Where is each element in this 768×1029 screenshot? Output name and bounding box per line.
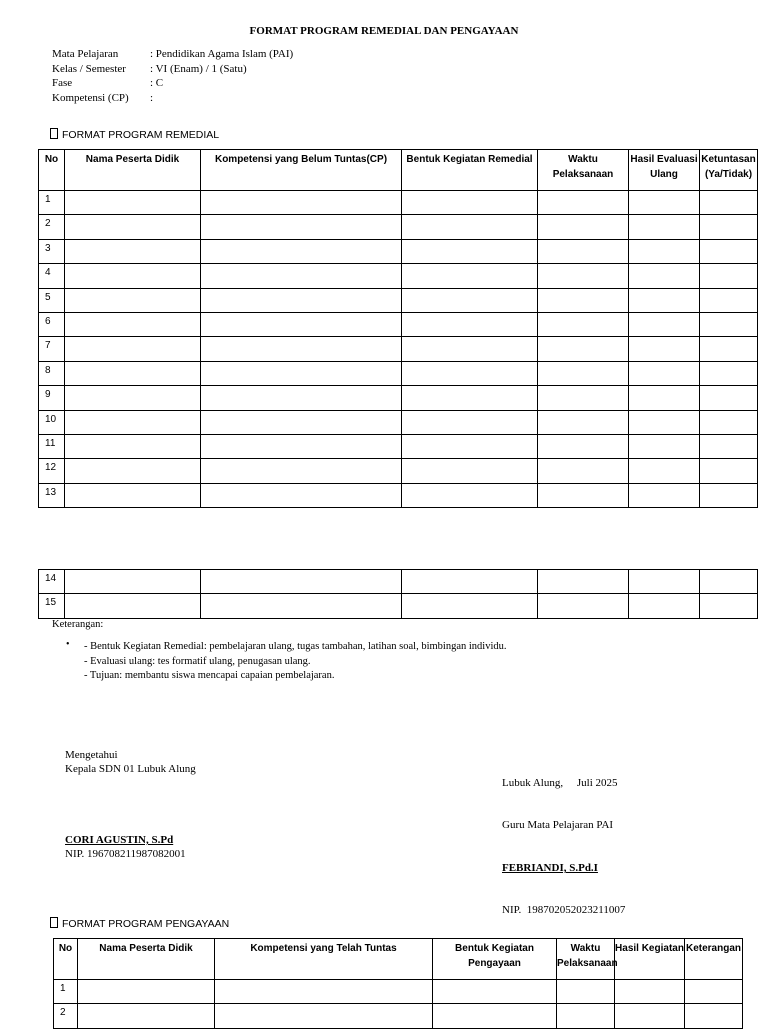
column-header: Kompetensi yang Belum Tuntas(CP) [201, 150, 402, 191]
table-cell[interactable] [700, 570, 758, 594]
table-cell[interactable] [629, 288, 700, 312]
row-number: 5 [39, 288, 65, 312]
table-cell[interactable] [402, 288, 538, 312]
table-cell[interactable] [685, 980, 743, 1004]
table-row [39, 594, 758, 618]
sig-left-name: CORI AGUSTIN, S.Pd [65, 834, 174, 846]
table-row [39, 191, 758, 215]
remedial-table-part2 [38, 569, 758, 619]
table-row [54, 1004, 743, 1028]
sig-right-name: FEBRIANDI, S.Pd.I [502, 862, 598, 874]
table-cell[interactable] [65, 215, 201, 239]
table-cell[interactable] [201, 483, 402, 507]
table-cell[interactable] [65, 483, 201, 507]
column-header: Bentuk Kegiatan Remedial [402, 150, 538, 191]
row-number: 4 [39, 264, 65, 288]
table-cell[interactable] [201, 386, 402, 410]
column-header: Kompetensi yang Telah Tuntas [215, 939, 433, 980]
table-row [39, 434, 758, 458]
remedial-heading [50, 128, 219, 141]
bullet-icon: • [66, 639, 70, 650]
table-cell[interactable] [700, 594, 758, 618]
table-cell[interactable] [433, 980, 557, 1004]
table-cell[interactable] [538, 191, 629, 215]
table-cell[interactable] [402, 361, 538, 385]
table-row [39, 215, 758, 239]
table-cell[interactable] [629, 337, 700, 361]
table-cell[interactable] [402, 215, 538, 239]
table-cell[interactable] [65, 312, 201, 336]
row-number: 15 [39, 594, 65, 618]
table-cell[interactable] [700, 337, 758, 361]
table-cell[interactable] [65, 337, 201, 361]
table-cell[interactable] [65, 570, 201, 594]
sig-right-line2: Guru Mata Pelajaran PAI [502, 819, 614, 831]
table-cell[interactable] [538, 215, 629, 239]
row-number: 2 [39, 215, 65, 239]
table-cell[interactable] [65, 288, 201, 312]
document-title: FORMAT PROGRAM REMEDIAL DAN PENGAYAAN [249, 25, 519, 37]
table-cell[interactable] [65, 361, 201, 385]
info-row [52, 91, 293, 106]
table-row [39, 361, 758, 385]
table-cell[interactable] [629, 459, 700, 483]
table-cell[interactable] [538, 239, 629, 263]
table-cell[interactable] [557, 980, 615, 1004]
info-row [52, 76, 293, 91]
row-number: 8 [39, 361, 65, 385]
table-cell[interactable] [402, 312, 538, 336]
table-cell[interactable] [700, 191, 758, 215]
table-row [39, 312, 758, 336]
table-cell[interactable] [629, 410, 700, 434]
info-label: Fase [52, 77, 73, 89]
table-cell[interactable] [700, 386, 758, 410]
pengayaan-heading [50, 917, 229, 930]
table-cell[interactable] [629, 434, 700, 458]
table-cell[interactable] [700, 312, 758, 336]
row-number: 14 [39, 570, 65, 594]
sig-right-nip: NIP. 198702052023211007 [502, 904, 626, 916]
table-cell[interactable] [65, 434, 201, 458]
table-cell[interactable] [65, 239, 201, 263]
table-row [39, 459, 758, 483]
table-cell[interactable] [65, 410, 201, 434]
pengayaan-heading-text: FORMAT PROGRAM PENGAYAAN [62, 918, 230, 930]
table-cell[interactable] [629, 312, 700, 336]
note-line: - Evaluasi ulang: tes formatif ulang, penugasan ulang. [84, 655, 311, 667]
table-row [39, 410, 758, 434]
table-cell[interactable] [629, 264, 700, 288]
table-cell[interactable] [201, 264, 402, 288]
table-cell[interactable] [78, 1004, 215, 1028]
remedial-table-part1 [38, 149, 758, 508]
table-cell[interactable] [538, 570, 629, 594]
row-number: 1 [54, 980, 78, 1004]
info-block [52, 47, 293, 105]
signature-right-name [502, 833, 625, 931]
row-number: 6 [39, 312, 65, 336]
table-cell[interactable] [65, 386, 201, 410]
column-header: Ketuntasan (Ya/Tidak) [700, 150, 758, 191]
row-number: 2 [54, 1004, 78, 1028]
info-label: Kelas / Semester [52, 62, 126, 75]
signature-left [65, 748, 196, 776]
column-header: Nama Peserta Didik [78, 939, 215, 980]
table-cell[interactable] [700, 483, 758, 507]
table-cell[interactable] [538, 288, 629, 312]
table-cell[interactable] [402, 594, 538, 618]
remedial-heading-text: FORMAT PROGRAM REMEDIAL [62, 129, 220, 141]
table-cell[interactable] [402, 434, 538, 458]
table-cell[interactable] [538, 483, 629, 507]
table-row [39, 264, 758, 288]
table-cell[interactable] [201, 288, 402, 312]
table-cell[interactable] [201, 337, 402, 361]
table-cell[interactable] [201, 215, 402, 239]
table-cell[interactable] [65, 264, 201, 288]
table-cell[interactable] [629, 594, 700, 618]
table-cell[interactable] [201, 410, 402, 434]
table-cell[interactable] [215, 980, 433, 1004]
table-row [39, 386, 758, 410]
table-cell[interactable] [700, 239, 758, 263]
sig-left-line1: Mengetahui [65, 749, 118, 761]
table-row [39, 239, 758, 263]
table-cell[interactable] [433, 1004, 557, 1028]
info-value: : VI (Enam) / 1 (Satu) [150, 62, 247, 75]
table-cell[interactable] [538, 434, 629, 458]
info-label: Kompetensi (CP) [52, 91, 129, 104]
table-cell[interactable] [201, 191, 402, 215]
row-number: 13 [39, 483, 65, 507]
signature-right [502, 748, 618, 846]
info-value: : [150, 91, 154, 104]
table-cell[interactable] [700, 215, 758, 239]
table-cell[interactable] [615, 1004, 685, 1028]
table-cell[interactable] [538, 386, 629, 410]
column-header: Nama Peserta Didik [65, 150, 201, 191]
table-cell[interactable] [201, 239, 402, 263]
table-cell[interactable] [538, 459, 629, 483]
column-header: Waktu Pelaksanaan [538, 150, 629, 191]
table-cell[interactable] [201, 434, 402, 458]
table-row [54, 980, 743, 1004]
table-cell[interactable] [557, 1004, 615, 1028]
table-cell[interactable] [402, 337, 538, 361]
table-cell[interactable] [201, 594, 402, 618]
table-cell[interactable] [700, 410, 758, 434]
table-cell[interactable] [201, 312, 402, 336]
table-cell[interactable] [201, 459, 402, 483]
table-cell[interactable] [538, 337, 629, 361]
info-value: : Pendidikan Agama Islam (PAI) [150, 48, 294, 60]
notes-label: Keterangan: [52, 619, 104, 630]
table-cell[interactable] [700, 288, 758, 312]
table-cell[interactable] [402, 191, 538, 215]
column-header: Bentuk Kegiatan Pengayaan [433, 939, 557, 980]
table-cell[interactable] [538, 410, 629, 434]
row-number: 10 [39, 410, 65, 434]
sig-right-line1: Lubuk Alung, Juli 2025 [502, 777, 618, 789]
table-cell[interactable] [201, 570, 402, 594]
row-number: 1 [39, 191, 65, 215]
table-cell[interactable] [402, 570, 538, 594]
table-row [39, 288, 758, 312]
table-cell[interactable] [629, 215, 700, 239]
checkbox-icon [50, 917, 58, 928]
row-number: 3 [39, 239, 65, 263]
table-cell[interactable] [615, 980, 685, 1004]
table-cell[interactable] [538, 312, 629, 336]
table-cell[interactable] [538, 361, 629, 385]
table-cell[interactable] [78, 980, 215, 1004]
table-cell[interactable] [65, 594, 201, 618]
table-cell[interactable] [629, 191, 700, 215]
table-cell[interactable] [700, 434, 758, 458]
table-cell[interactable] [629, 361, 700, 385]
column-header: No [54, 939, 78, 980]
column-header: Hasil Evaluasi Ulang [629, 150, 700, 191]
notes-list [66, 640, 716, 684]
pengayaan-table [53, 938, 743, 1029]
table-row [39, 483, 758, 507]
note-line: - Bentuk Kegiatan Remedial: pembelajaran ulang, tugas tambahan, latihan soal, bimbingan individu. [84, 641, 507, 652]
note-line: - Tujuan: membantu siswa mencapai capaian pembelajaran. [84, 670, 335, 681]
column-header: Keterangan [685, 939, 743, 980]
table-cell[interactable] [538, 594, 629, 618]
sig-left-line2: Kepala SDN 01 Lubuk Alung [65, 763, 196, 775]
table-cell[interactable] [629, 483, 700, 507]
table-cell[interactable] [629, 239, 700, 263]
table-cell[interactable] [700, 361, 758, 385]
table-cell[interactable] [402, 264, 538, 288]
row-number: 9 [39, 386, 65, 410]
table-cell[interactable] [629, 386, 700, 410]
table-cell[interactable] [538, 264, 629, 288]
info-row [52, 62, 293, 77]
table-cell[interactable] [700, 264, 758, 288]
table-cell[interactable] [402, 459, 538, 483]
table-cell[interactable] [402, 386, 538, 410]
table-cell[interactable] [402, 239, 538, 263]
info-label: Mata Pelajaran [52, 48, 119, 60]
row-number: 7 [39, 337, 65, 361]
row-number: 11 [39, 434, 65, 458]
column-header: No [39, 150, 65, 191]
sig-left-nip: NIP. 196708211987082001 [65, 848, 186, 860]
table-cell[interactable] [402, 483, 538, 507]
info-row [52, 47, 293, 62]
table-row [39, 337, 758, 361]
table-row [39, 570, 758, 594]
signature-left-name [65, 833, 186, 861]
table-cell[interactable] [65, 459, 201, 483]
table-cell[interactable] [629, 570, 700, 594]
column-header: Waktu Pelaksanaan [557, 939, 615, 980]
row-number: 12 [39, 459, 65, 483]
table-cell[interactable] [402, 410, 538, 434]
table-cell[interactable] [215, 1004, 433, 1028]
column-header: Hasil Kegiatan [615, 939, 685, 980]
table-cell[interactable] [685, 1004, 743, 1028]
checkbox-icon [50, 128, 58, 139]
table-cell[interactable] [700, 459, 758, 483]
info-value: : C [150, 77, 164, 89]
table-cell[interactable] [65, 191, 201, 215]
table-cell[interactable] [201, 361, 402, 385]
